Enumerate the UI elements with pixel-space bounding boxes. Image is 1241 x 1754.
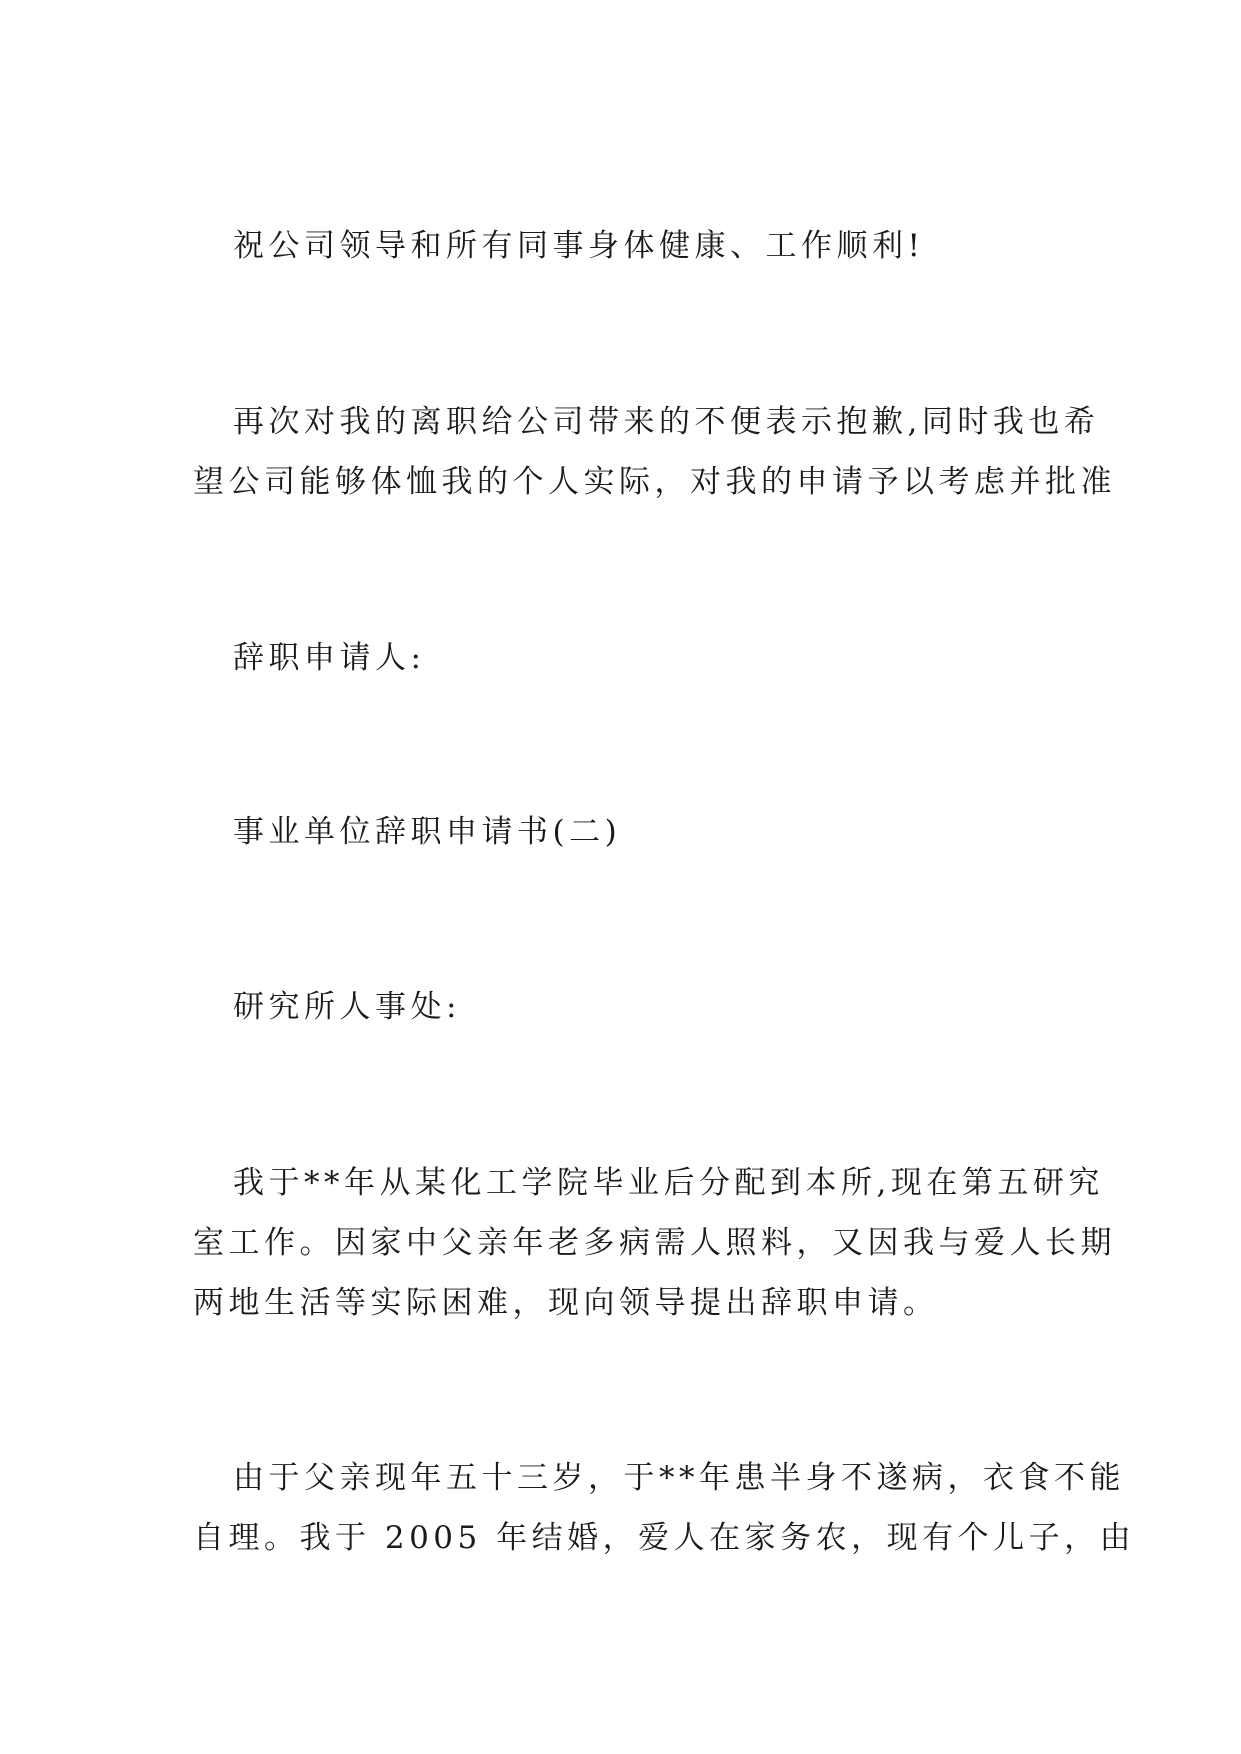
body-paragraph-reason xyxy=(193,1153,1116,1333)
body-paragraph-family xyxy=(193,1448,1136,1568)
paragraph-line: 我于**年从某化工学院毕业后分配到本所,现在第五研究 xyxy=(233,1165,1104,1201)
closing-wishes-paragraph xyxy=(193,216,1053,276)
paragraph-line: 两地生活等实际困难，现向领导提出辞职申请。 xyxy=(193,1285,939,1321)
paragraph-line: 室工作。因家中父亲年老多病需人照料，又因我与爱人长期 xyxy=(193,1225,1116,1261)
section-title xyxy=(193,802,1053,862)
paragraph-line: 望公司能够体恤我的个人实际，对我的申请予以考虑并批准 xyxy=(193,464,1116,500)
paragraph-line: 事业单位辞职申请书(二) xyxy=(233,814,622,850)
paragraph-line: 自理。我于 2005 年结婚，爱人在家务农，现有个儿子，由 xyxy=(193,1520,1136,1556)
salutation xyxy=(193,977,1053,1037)
applicant-signature-label xyxy=(193,628,1053,688)
paragraph-line: 再次对我的离职给公司带来的不便表示抱歉,同时我也希 xyxy=(233,404,1100,440)
paragraph-line: 研究所人事处: xyxy=(233,989,461,1025)
apology-paragraph xyxy=(193,392,1116,512)
paragraph-line: 祝公司领导和所有同事身体健康、工作顺利! xyxy=(233,228,925,264)
paragraph-line: 由于父亲现年五十三岁，于**年患半身不遂病，衣食不能 xyxy=(233,1460,1125,1496)
paragraph-line: 辞职申请人: xyxy=(233,640,426,676)
